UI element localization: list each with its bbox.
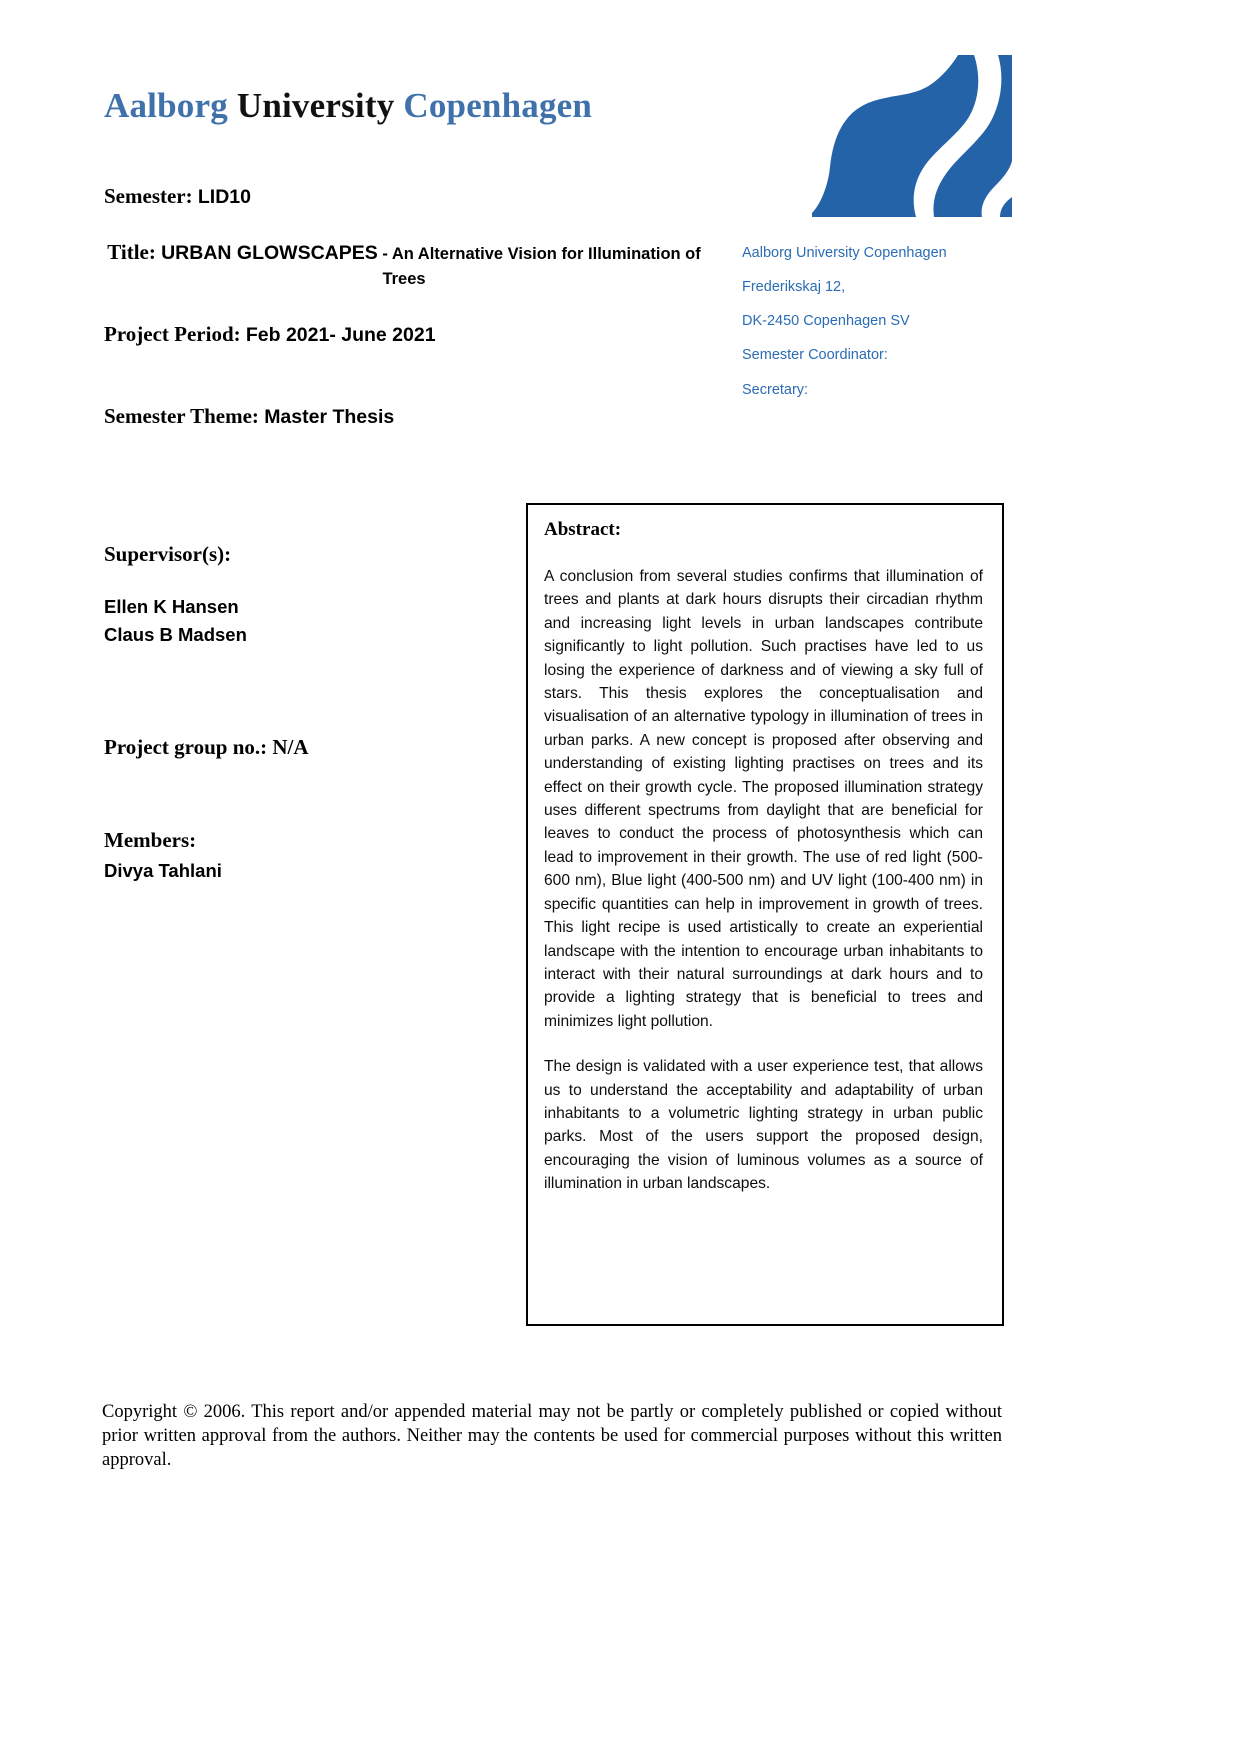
project-group-value: N/A bbox=[272, 735, 309, 759]
project-period-value: Feb 2021- June 2021 bbox=[245, 324, 436, 346]
member-name: Divya Tahlani bbox=[104, 860, 222, 881]
address-line: Frederikskaj 12, bbox=[742, 279, 846, 295]
university-title-university: University bbox=[236, 86, 404, 125]
semester-row bbox=[104, 184, 251, 209]
project-group-label: Project group no.: bbox=[104, 735, 273, 759]
aalborg-university-wave-logo-icon bbox=[812, 55, 1012, 217]
project-period-row bbox=[104, 322, 436, 347]
abstract-paragraph: The design is validated with a user experience test, that allows us to understand the acceptability and adaptability of urban inhabitants to a volumetric lighting strategy in urban public parks. Most of the users support the proposed design, encouraging the vision of luminous volumes as a source of illumination in urban landscapes. bbox=[544, 1058, 983, 1193]
semester-value: LID10 bbox=[197, 186, 251, 208]
title-label: Title: bbox=[107, 240, 162, 264]
members-label: Members: bbox=[104, 828, 197, 852]
semester-coordinator-line: Semester Coordinator: bbox=[742, 347, 888, 363]
semester-label: Semester: bbox=[104, 184, 198, 208]
title-value-sub: - An Alternative Vision for Illumination of Trees bbox=[377, 245, 701, 288]
university-title-aalborg: Aalborg bbox=[104, 86, 237, 125]
address-line: Aalborg University Copenhagen bbox=[742, 245, 947, 261]
abstract-box bbox=[526, 503, 1004, 1326]
project-group-row bbox=[104, 735, 309, 760]
secretary-line: Secretary: bbox=[742, 382, 809, 398]
title-row bbox=[104, 240, 704, 290]
university-title bbox=[104, 86, 592, 126]
address-line: DK-2450 Copenhagen SV bbox=[742, 313, 910, 329]
semester-theme-label: Semester Theme: bbox=[104, 404, 265, 428]
semester-theme-value: Master Thesis bbox=[264, 406, 395, 428]
copyright-notice: Copyright © 2006. This report and/or appended material may not be partly or completely published or copied without prior written approval from the authors. Neither may the contents be used for commercial purposes without this written approval. bbox=[102, 1402, 1002, 1470]
title-value-main: URBAN GLOWSCAPES bbox=[161, 242, 378, 264]
university-title-copenhagen: Copenhagen bbox=[403, 86, 593, 125]
project-period-label: Project Period: bbox=[104, 322, 246, 346]
abstract-heading: Abstract: bbox=[544, 519, 622, 540]
supervisor-name: Claus B Madsen bbox=[104, 624, 247, 645]
supervisors-label: Supervisor(s): bbox=[104, 542, 232, 566]
abstract-paragraph: A conclusion from several studies confirms that illumination of trees and plants at dark hours disrupts their circadian rhythm and increasing light levels in urban landscapes contribute significantly to light pollution. Such practises have led to us losing the experience of darkness and of viewing a sky full of stars. This thesis explores the conceptualisation and visualisation of an alternative typology in illumination of trees in urban parks. A new concept is proposed after observing and understanding of existing lighting practises on trees and its effect on their growth cycle. The proposed illumination strategy uses different spectrums from daylight that are beneficial for leaves to conduct the process of photosynthesis which can lead to improvement in their growth. The use of red light (500-600 nm), Blue light (400-500 nm) and UV light (100-400 nm) in specific quantities can help in improvement in growth of trees. This light recipe is used artistically to create an experiential landscape with the intention to encourage urban inhabitants to interact with their natural surroundings at dark hours and to provide a lighting strategy that is beneficial to trees and minimizes light pollution. bbox=[544, 568, 983, 1030]
semester-theme-row bbox=[104, 404, 394, 429]
supervisor-name: Ellen K Hansen bbox=[104, 596, 239, 617]
